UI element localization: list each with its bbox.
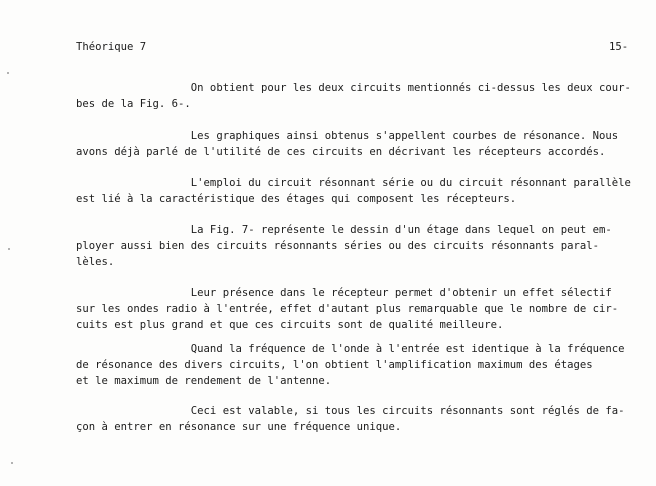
text-line: L'emploi du circuit résonnant série ou du circuit résonnant parallèle [76,177,631,189]
scan-speck [11,462,13,464]
text-line: de résonance des divers circuits, l'on obtient l'amplification maximum des étages [76,359,593,371]
page-number: 15- [609,41,629,53]
text-line: ployer aussi bien des circuits résonnants séries ou des circuits résonnants paral- [76,240,599,252]
paragraph [76,341,642,389]
text-line: cuits est plus grand et que ces circuits sont de qualité meilleure. [76,319,504,331]
text-line: On obtient pour les deux circuits mentionnés ci-dessus les deux cour- [76,82,631,94]
text-line: Quand la fréquence de l'onde à l'entrée est identique à la fréquence [76,343,625,355]
paragraph [76,403,642,435]
text-line: La Fig. 7- représente le dessin d'un étage dans lequel on peut em- [76,224,612,236]
text-line: çon à entrer en résonance sur une fréquence unique. [76,421,402,433]
text-line: sur les ondes radio à l'entrée, effet d'autant plus remarquable que le nombre de cir- [76,303,619,315]
text-line: est lié à la caractéristique des étages qui composent les récepteurs. [76,193,517,205]
text-line: avons déjà parlé de l'utilité de ces circuits en décrivant les récepteurs accordés. [76,146,606,158]
paragraph [76,80,642,112]
paragraph [76,285,642,333]
text-line: lèles. [76,256,115,268]
text-line: bes de la Fig. 6-. [76,98,191,110]
text-line: Leur présence dans le récepteur permet d'obtenir un effet sélectif [76,287,612,299]
paragraph [76,175,642,207]
text-line: et le maximum de rendement de l'antenne. [76,375,332,387]
paragraph [76,128,642,160]
paragraph [76,222,642,270]
scan-speck [8,248,10,250]
text-line: Ceci est valable, si tous les circuits résonnants sont réglés de fa- [76,405,625,417]
page-header-title: Théorique 7 [76,41,147,53]
text-line: Les graphiques ainsi obtenus s'appellent courbes de résonance. Nous [76,130,619,142]
scan-speck [7,72,9,74]
